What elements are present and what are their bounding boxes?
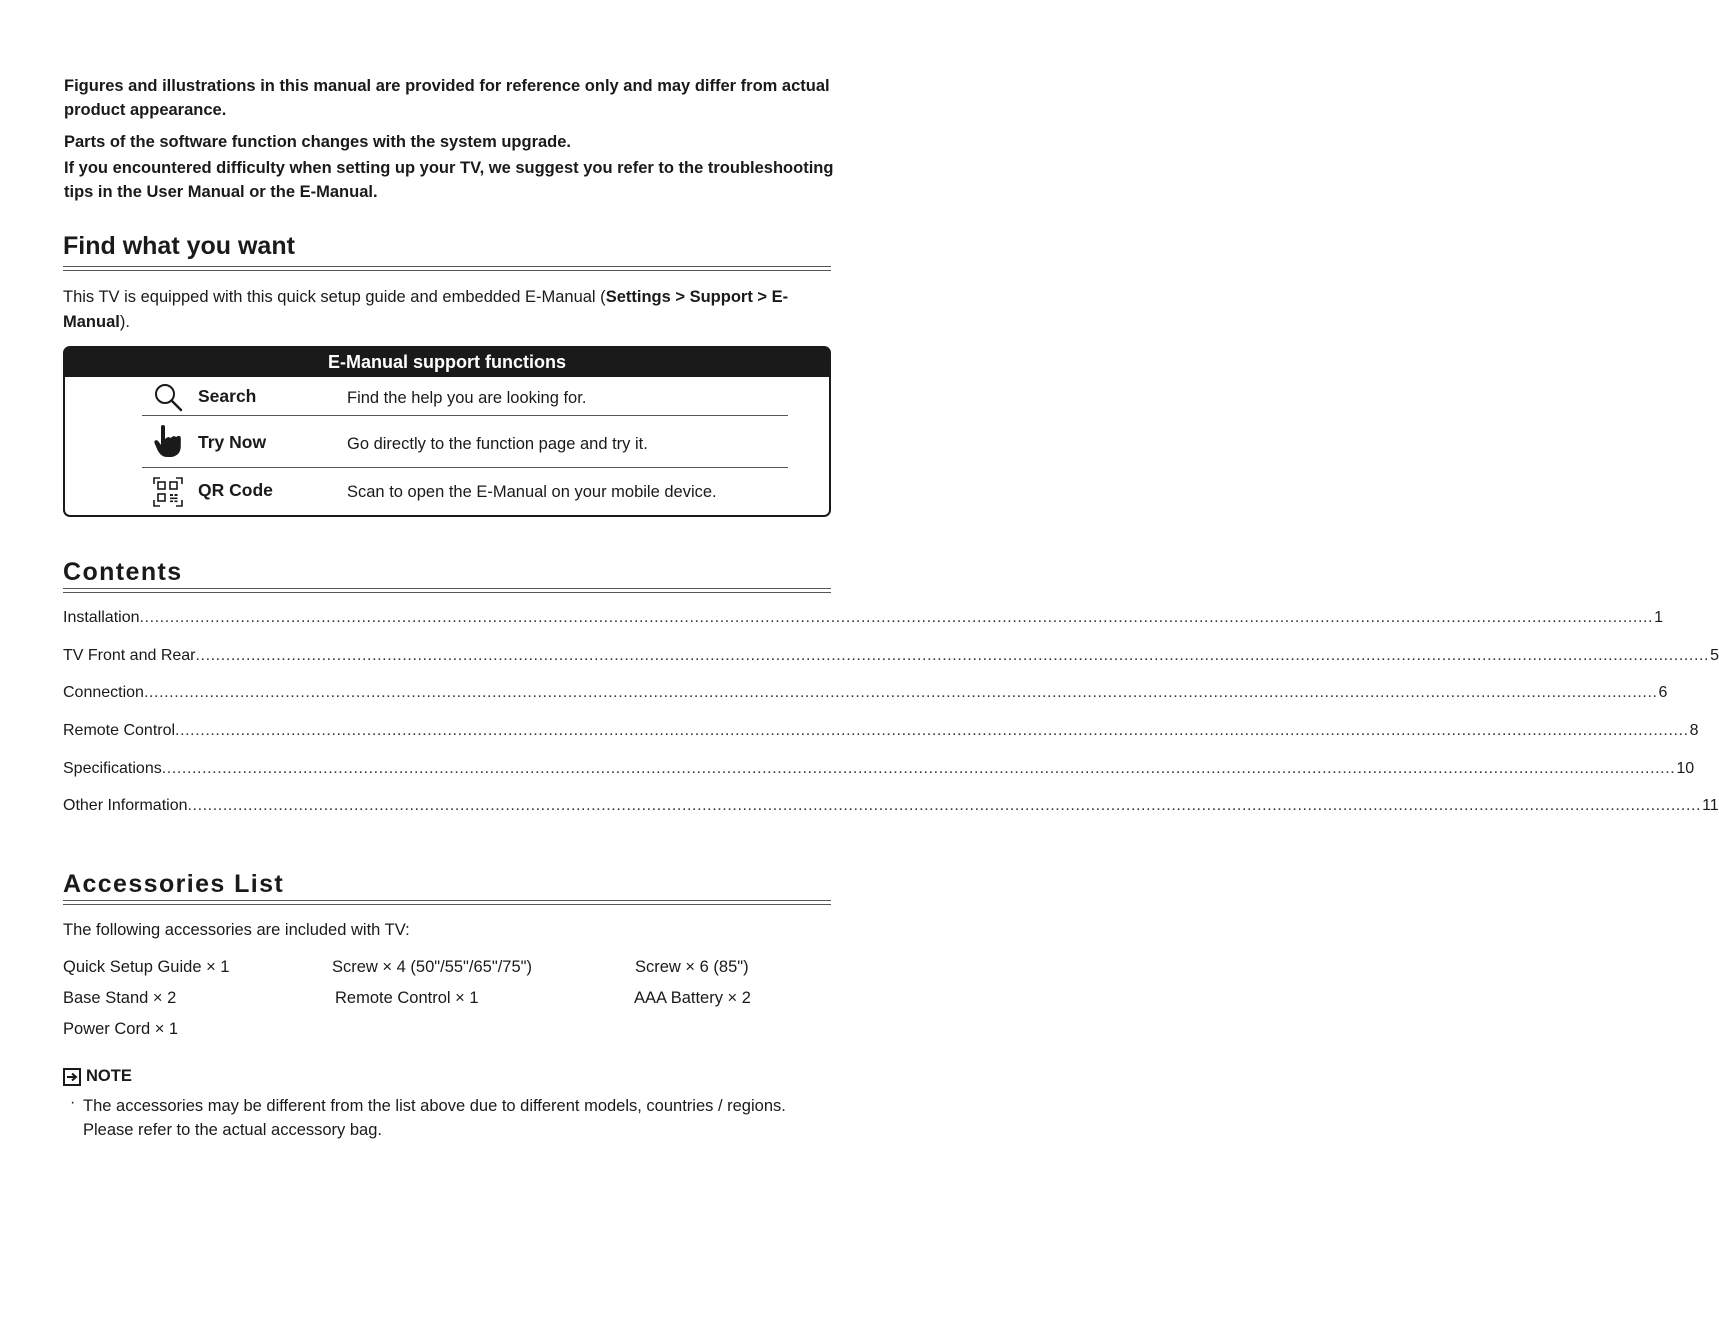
toc-entry-label: Other Information: [63, 797, 188, 814]
accessory-item: Quick Setup Guide × 1: [63, 958, 230, 976]
note-text: The accessories may be different from the list above due to different models, countries / regions. Please refer to the actual accessory bag.: [83, 1097, 786, 1139]
find-section-title: Find what you want: [63, 232, 295, 260]
pointing-hand-icon: [153, 424, 183, 460]
toc-leader-dots: ............................................................................................................................................................................................................................................................................................................: [139, 609, 1654, 626]
emanual-row-divider: [142, 467, 788, 468]
accessory-item: AAA Battery × 2: [634, 989, 751, 1007]
intro-software-note: Parts of the software function changes with the system upgrade.: [64, 133, 572, 151]
toc-entry[interactable]: [63, 797, 1719, 815]
find-description-path: Settings > Support > E-Manual: [63, 288, 789, 331]
toc-entry-page: 11: [1702, 797, 1719, 814]
emanual-functions-table: [63, 346, 831, 517]
find-description-end: ).: [119, 313, 130, 331]
accessory-item: Remote Control × 1: [335, 989, 479, 1007]
emanual-row-description: Scan to open the E-Manual on your mobile device.: [347, 483, 717, 501]
toc-entry[interactable]: [63, 722, 1699, 740]
toc-entry-label: TV Front and Rear: [63, 647, 196, 664]
toc-entry-page: 6: [1658, 684, 1668, 701]
emanual-row-description: Find the help you are looking for.: [347, 389, 587, 407]
intro-troubleshooting-note: If you encountered difficulty when setting up your TV, we suggest you refer to the troubleshooting tips in the User Manual or the E-Manual.: [64, 159, 834, 201]
toc-entry-label: Remote Control: [63, 722, 176, 739]
toc-leader-dots: ............................................................................................................................................................................................................................................................................................................: [195, 647, 1710, 664]
toc-leader-dots: ............................................................................................................................................................................................................................................................................................................: [161, 760, 1676, 777]
emanual-table-header: E-Manual support functions: [65, 348, 829, 377]
toc-entry-page: 10: [1676, 760, 1695, 777]
toc-leader-dots: ............................................................................................................................................................................................................................................................................................................: [175, 722, 1689, 739]
note-bullet: ·: [70, 1094, 76, 1111]
contents-section-rule: [63, 588, 831, 593]
toc-entry-page: 5: [1710, 647, 1719, 664]
emanual-row-name: Search: [198, 386, 257, 406]
toc-leader-dots: ............................................................................................................................................................................................................................................................................................................: [143, 684, 1658, 701]
emanual-row-description: Go directly to the function page and try it.: [347, 435, 648, 453]
accessory-item: Screw × 4 (50"/55"/65"/75"): [332, 958, 532, 976]
toc-entry-page: 1: [1654, 609, 1663, 626]
toc-entry-label: Installation: [63, 609, 140, 626]
toc-entry[interactable]: [63, 647, 1719, 665]
toc-entry[interactable]: [63, 684, 1668, 702]
intro-disclaimer: Figures and illustrations in this manual are provided for reference only and may differ from actual product appearance.: [64, 77, 830, 119]
find-description: [63, 285, 833, 335]
toc-entry[interactable]: [63, 760, 1695, 778]
search-icon: [153, 382, 185, 414]
toc-entry[interactable]: [63, 609, 1663, 627]
accessory-item: Power Cord × 1: [63, 1020, 179, 1038]
emanual-row-name: QR Code: [198, 480, 273, 500]
accessory-item: Screw × 6 (85"): [635, 958, 749, 976]
note-icon: [63, 1068, 81, 1086]
find-description-start: This TV is equipped with this quick setup guide and embedded E-Manual (: [63, 288, 606, 306]
accessory-item: Base Stand × 2: [63, 989, 177, 1007]
accessories-intro: The following accessories are included with TV:: [63, 921, 410, 939]
accessories-section-rule: [63, 900, 831, 905]
toc-entry-page: 8: [1689, 722, 1699, 739]
emanual-row-name: Try Now: [198, 432, 267, 452]
toc-entry-label: Specifications: [63, 760, 162, 777]
contents-section-title: Contents: [63, 558, 183, 586]
find-section-rule: [63, 266, 831, 271]
note-label: NOTE: [86, 1067, 132, 1085]
toc-entry-label: Connection: [63, 684, 144, 701]
emanual-row-divider: [142, 415, 788, 416]
qr-code-icon: [153, 477, 183, 507]
accessories-section-title: Accessories List: [63, 870, 285, 898]
toc-leader-dots: ............................................................................................................................................................................................................................................................................................................: [187, 797, 1702, 814]
